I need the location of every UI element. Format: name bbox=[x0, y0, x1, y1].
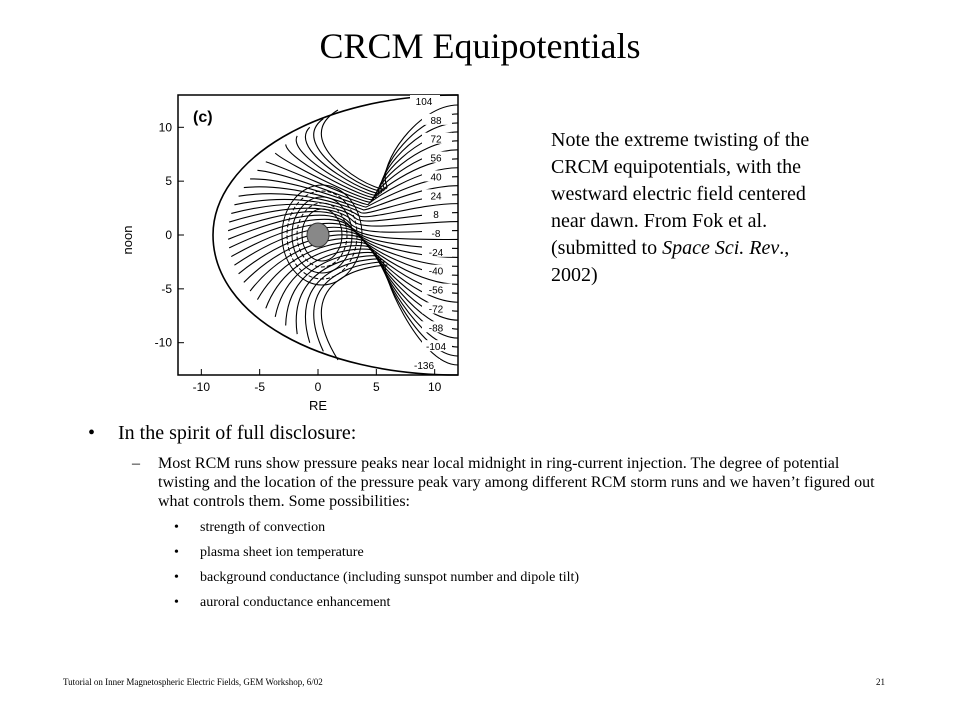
contour-value-label: -88 bbox=[428, 323, 444, 335]
panel-label: (c) bbox=[193, 109, 213, 126]
y-axis-label: noon bbox=[120, 225, 135, 255]
figure-note bbox=[551, 127, 881, 289]
contour-value-label: 104 bbox=[415, 97, 433, 108]
contour-value-labels bbox=[410, 95, 452, 372]
sub-bullet-text: Most RCM runs show pressure peaks near local midnight in ring-current injection. The degree of potential twisting and the location of the pressure peak vary among different RCM storm runs and we haven’t figured out what controls them. Some possibilities: bbox=[158, 455, 875, 510]
note-line-5a: (submitted to bbox=[551, 237, 663, 259]
y-tick-label: 5 bbox=[165, 174, 172, 189]
note-line-1: Note the extreme twisting of the bbox=[551, 129, 810, 151]
y-tick-label: 0 bbox=[165, 228, 172, 242]
possibility-item: • strength of convection bbox=[174, 520, 888, 536]
note-line-5c: ., bbox=[779, 237, 790, 259]
x-tick-label: 5 bbox=[372, 380, 380, 394]
contour-value-label: 8 bbox=[433, 210, 439, 222]
slide-title: CRCM Equipotentials bbox=[319, 26, 641, 66]
possibility-item: • background conductance (including sunspot number and dipole tilt) bbox=[174, 570, 888, 586]
journal-name: Space Sci. Rev bbox=[662, 237, 780, 259]
note-line-4: near dawn. From Fok et al. bbox=[551, 210, 768, 232]
equipotential-figure bbox=[118, 80, 478, 420]
contour-value-label: -24 bbox=[428, 247, 444, 259]
page-number: 21 bbox=[876, 677, 885, 687]
contour-value-label: -56 bbox=[428, 285, 444, 297]
x-tick-label: -5 bbox=[254, 380, 266, 394]
possibilities-list bbox=[174, 520, 888, 611]
contour-value-label: -40 bbox=[428, 266, 444, 278]
contour-value-label: -72 bbox=[428, 304, 444, 316]
contour-value-label: 56 bbox=[430, 153, 442, 165]
x-tick-label: 10 bbox=[427, 380, 442, 394]
note-line-3: westward electric field centered bbox=[551, 183, 806, 205]
note-line-6: 2002) bbox=[551, 264, 598, 286]
contour-value-label: -104 bbox=[425, 342, 447, 354]
bullet-disclosure: • In the spirit of full disclosure: bbox=[88, 420, 888, 446]
sub-bullet-rcm-runs bbox=[132, 454, 888, 511]
contour-plot bbox=[118, 80, 478, 420]
contour-value-label: -136 bbox=[413, 361, 435, 372]
dash-marker: – bbox=[132, 455, 140, 472]
y-tick-label: 10 bbox=[158, 120, 172, 135]
y-tick-label: -10 bbox=[154, 335, 172, 350]
footer-text: Tutorial on Inner Magnetospheric Electric Fields, GEM Workshop, 6/02 bbox=[63, 677, 323, 687]
possibility-item: • plasma sheet ion temperature bbox=[174, 545, 888, 561]
contour-value-label: 40 bbox=[430, 172, 442, 184]
possibility-item: • auroral conductance enhancement bbox=[174, 595, 888, 611]
earth-marker bbox=[307, 223, 329, 247]
x-tick-label: 0 bbox=[314, 380, 322, 394]
bullet-list bbox=[88, 420, 888, 611]
contour-value-label: 72 bbox=[430, 134, 442, 146]
x-axis-label: RE bbox=[308, 398, 328, 413]
contour-value-label: 88 bbox=[430, 115, 442, 127]
note-line-2: CRCM equipotentials, with the bbox=[551, 156, 801, 178]
y-tick-label: -5 bbox=[161, 281, 172, 296]
contour-value-label: 24 bbox=[430, 191, 442, 203]
y-axis-ticks bbox=[155, 120, 184, 349]
x-tick-label: -10 bbox=[192, 380, 211, 394]
contour-value-label: -8 bbox=[431, 229, 441, 240]
